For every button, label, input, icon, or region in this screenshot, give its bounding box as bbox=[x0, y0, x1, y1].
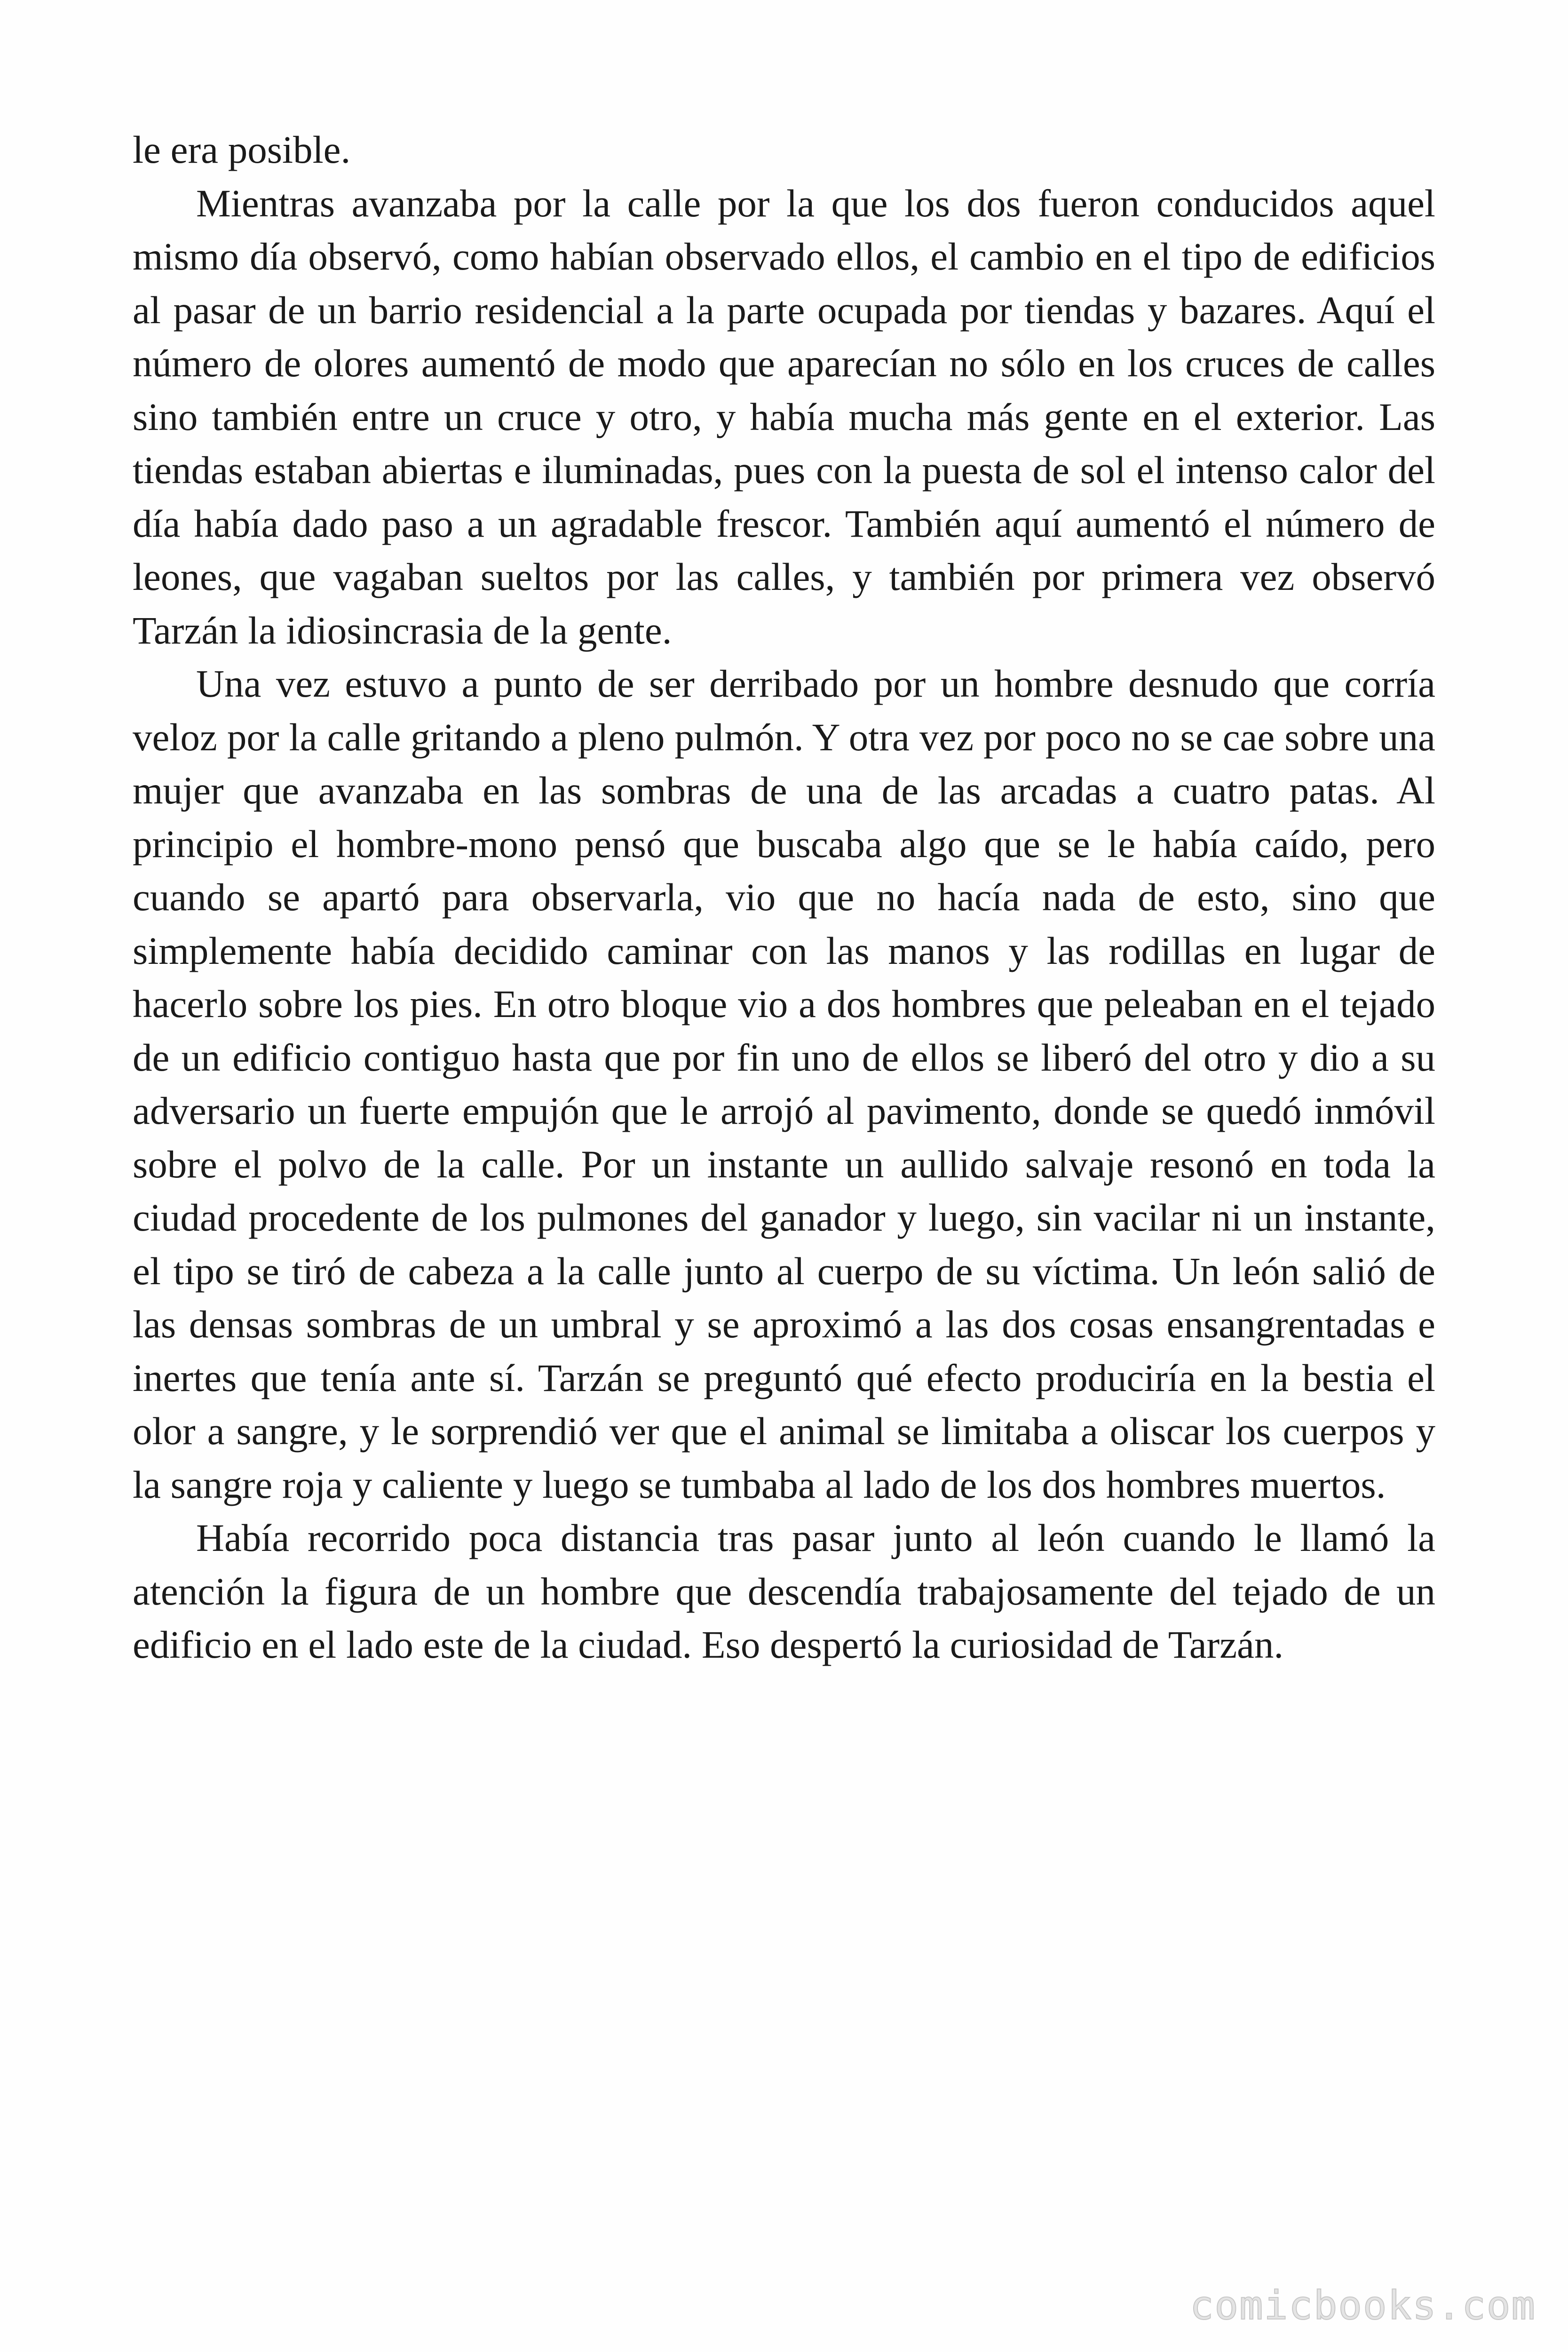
paragraph-continuation: le era posible. bbox=[133, 128, 351, 171]
paragraph: Una vez estuvo a punto de ser derribado por un hombre desnudo que corría veloz por la calle gritando a pleno pulmón. Y otra vez por poco no se cae sobre una mujer que avanzaba en las sombras de una de las arcadas a cuatro patas. Al principio el hombre-mono pensó que buscaba algo que se le había caído, pero cuando se apartó para observarla, vio que no hacía nada de esto, sino que simplemente había decidido caminar con las manos y las rodillas en lugar de hacerlo sobre los pies. En otro bloque vio a dos hombres que peleaban en el tejado de un edificio contiguo hasta que por fin uno de ellos se liberó del otro y dio a su adversario un fuerte empujón que le arrojó al pavimento, donde se quedó inmóvil sobre el polvo de la calle. Por un instante un aullido salvaje resonó en toda la ciudad procedente de los pulmones del ganador y luego, sin vacilar ni un instante, el tipo se tiró de cabeza a la calle junto al cuerpo de su víctima. Un león salió de las densas sombras de un umbral y se aproximó a las dos cosas ensangrentadas e inertes que tenía ante sí. Tarzán se preguntó qué efecto produciría en la bestia el olor a sangre, y le sorprendió ver que el animal se limitaba a oliscar los cuerpos y la sangre roja y caliente y luego se tumbaba al lado de los dos hombres muertos. bbox=[133, 662, 1435, 1506]
watermark: comicbooks.com bbox=[1189, 2282, 1536, 2328]
paragraph: Había recorrido poca distancia tras pasar junto al león cuando le llamó la atención la figura de un hombre que descendía trabajosamente del tejado de un edificio en el lado este de la ciudad. Eso despertó la curiosidad de Tarzán. bbox=[133, 1516, 1435, 1666]
paragraph: Mientras avanzaba por la calle por la que los dos fueron conducidos aquel mismo día observó, como habían observado ellos, el cambio en el tipo de edificios al pasar de un barrio residencial a la parte ocupada por tiendas y bazares. Aquí el número de olores aumentó de modo que aparecían no sólo en los cruces de calles sino también entre un cruce y otro, y había mucha más gente en el exterior. Las tiendas estaban abiertas e iluminadas, pues con la puesta de sol el intenso calor del día había dado paso a un agradable frescor. También aquí aumentó el número de leones, que vagaban sueltos por las calles, y también por primera vez observó Tarzán la idiosincrasia de la gente. bbox=[133, 181, 1435, 652]
body-text bbox=[133, 123, 1435, 1672]
